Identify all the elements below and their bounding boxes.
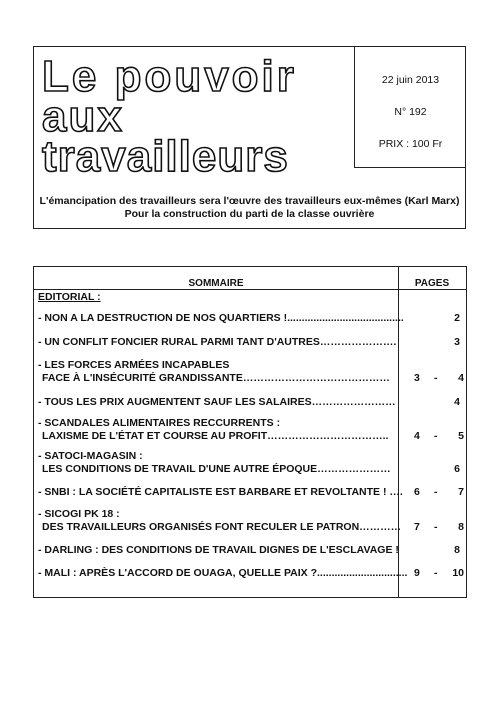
tagline-quote: L'émancipation des travailleurs sera l'œuvre des travailleurs eux-mêmes (Karl Marx) [39, 195, 460, 207]
title-line-1: Le pouvoir [42, 52, 297, 101]
toc-entry-page: 4 [454, 396, 460, 408]
toc-entry-subtitle: LES CONDITIONS DE TRAVAIL D'UNE AUTRE ÉPOQUE………………… [42, 463, 391, 475]
issue-info-box [354, 46, 466, 168]
page-to: 4 [458, 372, 464, 384]
toc-entry-page: 3 [454, 336, 460, 348]
toc-entry-title: - MALI : APRÈS L'ACCORD DE OUAGA, QUELLE PAIX ?............................... [38, 567, 408, 579]
title-line-2: aux [42, 92, 124, 141]
toc-entry-page: 2 [454, 312, 460, 324]
page-range-dash: - [434, 521, 438, 533]
page-from: 7 [414, 521, 420, 533]
toc-entry-subtitle: FACE À L'INSÉCURITÉ GRANDISSANTE…………………………………… [42, 372, 390, 384]
issue-number: N° 192 [394, 106, 427, 118]
page-range-dash: - [434, 486, 438, 498]
page-to: 7 [458, 486, 464, 498]
page-range-dash: - [434, 567, 438, 579]
toc-entry-title: - NON A LA DESTRUCTION DE NOS QUARTIERS !........................................ [38, 312, 404, 324]
toc-entry-subtitle: DES TRAVAILLEURS ORGANISÉS FONT RECULER LE PATRON………… [42, 521, 402, 533]
page-to: 10 [452, 567, 464, 579]
page-range-dash: - [434, 372, 438, 384]
toc-entry-subtitle: LAXISME DE L'ÉTAT ET COURSE AU PROFIT…………………………….. [42, 430, 389, 442]
page-to: 8 [458, 521, 464, 533]
page-range-dash: - [434, 430, 438, 442]
toc-entry-title: - SCANDALES ALIMENTAIRES RECCURRENTS : [38, 417, 281, 429]
masthead [33, 46, 466, 229]
header-divider [34, 289, 466, 290]
page-from: 3 [414, 372, 420, 384]
page-from: 6 [414, 486, 420, 498]
title-line-3: travailleurs [42, 132, 289, 181]
toc-entry-title: - SICOGI PK 18 : [38, 508, 120, 520]
table-of-contents [33, 266, 467, 598]
pages-heading: PAGES [414, 278, 450, 289]
toc-entry-title: - TOUS LES PRIX AUGMENTENT SAUF LES SALAIRES…………………… [38, 396, 396, 408]
toc-entry-title: - UN CONFLIT FONCIER RURAL PARMI TANT D'AUTRES…………………. [38, 336, 397, 348]
toc-entry-page: 8 [454, 544, 460, 556]
newspaper-title [42, 52, 362, 181]
page-from: 9 [414, 567, 420, 579]
issue-price: PRIX : 100 Fr [378, 138, 443, 150]
toc-entry-title: - DARLING : DES CONDITIONS DE TRAVAIL DIGNES DE L'ESCLAVAGE ! [38, 544, 399, 556]
page-to: 5 [458, 430, 464, 442]
toc-entry-title: - SNBI : LA SOCIÉTÉ CAPITALISTE EST BARBARE ET REVOLTANTE ! …. [38, 486, 403, 498]
sommaire-heading: SOMMAIRE [188, 278, 244, 289]
toc-entry-title: - SATOCI-MAGASIN : [38, 450, 143, 462]
tagline-subtitle: Pour la construction du parti de la classe ouvrière [124, 208, 375, 220]
toc-entry-page: 6 [454, 463, 460, 475]
issue-date: 22 juin 2013 [381, 74, 440, 86]
page-from: 4 [414, 430, 420, 442]
editorial-label: EDITORIAL : [38, 291, 101, 303]
toc-entry-title: - LES FORCES ARMÉES INCAPABLES [38, 359, 230, 371]
